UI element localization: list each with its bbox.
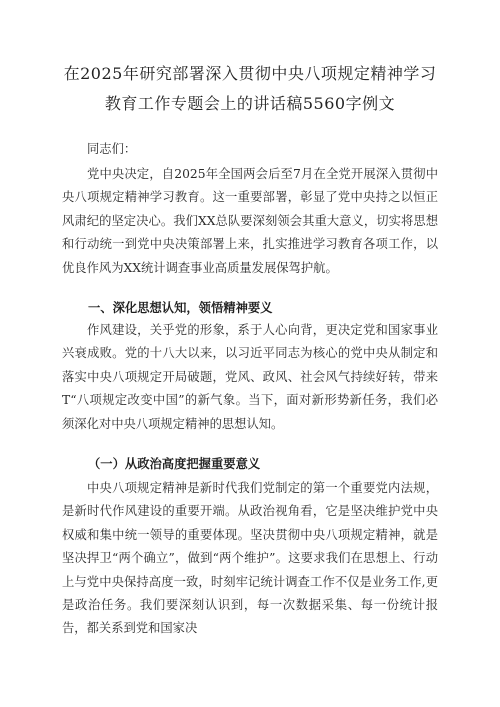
document-title-line-1: 在2025年研究部署深入贯彻中央八项规定精神学习 <box>63 64 437 83</box>
paragraph-intro: 党中央决定，自2025年全国两会后至7月在全党开展深入贯彻中央八项规定精神学习教育。这一重要部署，彰显了党中央持之以恒正风肃纪的坚定决心。我们XX总队要深刻领会其重大意义，切实将思想和行动统一到党中央决策部署上来，扎实推进学习教育各项工作，以优良作风为XX统计调查事业高质量发展保驾护航。 <box>62 167 438 275</box>
paragraph-section-1: 作风建设，关乎党的形象，系于人心向背，更决定党和国家事业兴衰成败。党的十八大以来，以习近平同志为核心的党中央从制定和落实中央八项规定开局破题，党风、政风、社会风气持续好转，带来T“八项规定改变中国”的新气象。当下，面对新形势新任务，我们必须深化对中央八项规定精神的思想认知。 <box>62 323 438 431</box>
subsection-heading-1: （一）从政治高度把握重要意义 <box>88 456 261 471</box>
document-title-line-2: 教育工作专题会上的讲话稿5560字例文 <box>104 94 396 113</box>
section-heading-1: 一、深化思想认知，领悟精神要义 <box>88 300 273 315</box>
salutation: 同志们： <box>87 142 137 156</box>
paragraph-subsection-1: 中央八项规定精神是新时代我们党制定的第一个重要党内法规，是新时代作风建设的重要开端。从政治视角看，它是坚决维护党中央权威和集中统一领导的重要体现。坚决贯彻中央八项规定精神，就是坚决捍卫“两个确立”，做到“两个维护”。这要求我们在思想上、行动上与党中央保持高度一致，时刻牢记统计调查工作不仅是业务工作,更是政治任务。我们要深刻认识到，每一次数据采集、每一份统计报告，都关系到党和国家决 <box>62 481 438 636</box>
